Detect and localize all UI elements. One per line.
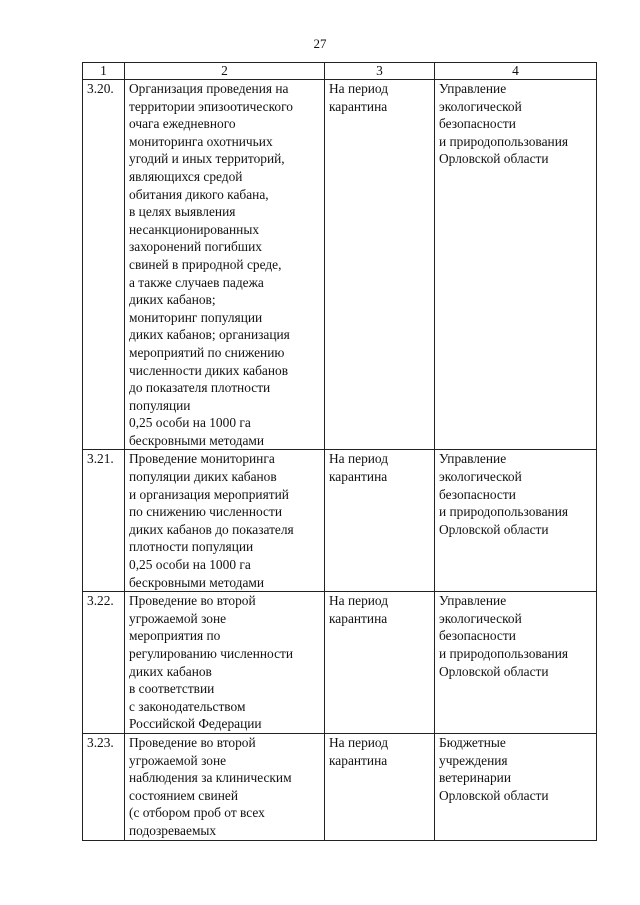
responsible-cell-line: Орловской области: [439, 151, 549, 167]
column-header-4: 4: [435, 63, 597, 80]
measure-cell: [125, 450, 325, 592]
measure-cell-line: наблюдения за клиническим: [129, 770, 292, 786]
measure-cell-line: с законодательством: [129, 698, 246, 714]
measure-cell-line: мероприятий по снижению: [129, 344, 285, 360]
measure-cell-line: диких кабанов;: [129, 292, 216, 308]
row-number: 3.23.: [83, 733, 125, 840]
measure-cell-line: диких кабанов; организация: [129, 327, 290, 343]
period-cell: [325, 733, 435, 840]
measure-cell-line: угрожаемой зоне: [129, 752, 227, 768]
measure-cell-line: несанкционированных: [129, 221, 260, 237]
responsible-cell-line: Бюджетные: [439, 734, 506, 750]
column-header-3: 3: [325, 63, 435, 80]
measure-cell-line: диких кабанов: [129, 663, 212, 679]
responsible-cell-line: безопасности: [439, 116, 516, 132]
measure-cell-line: очага ежедневного: [129, 116, 236, 132]
responsible-cell-line: безопасности: [439, 486, 516, 502]
measure-cell-line: популяции: [129, 397, 191, 413]
responsible-cell: [435, 80, 597, 450]
measure-cell-line: мониторинга охотничьих: [129, 133, 273, 149]
measure-cell-line: и организация мероприятий: [129, 486, 289, 502]
measure-cell-line: Проведение во второй: [129, 734, 256, 750]
responsible-cell-line: безопасности: [439, 628, 516, 644]
measure-cell-line: территории эпизоотического: [129, 98, 293, 114]
measure-cell-line: угодий и иных территорий,: [129, 151, 285, 167]
measure-cell-line: захоронений погибших: [129, 239, 262, 255]
responsible-cell-line: экологической: [439, 469, 522, 485]
period-cell-line: На период: [329, 593, 389, 609]
responsible-cell-line: и природопользования: [439, 646, 569, 661]
responsible-cell-line: и природопользования: [439, 504, 569, 520]
table-row: [83, 450, 597, 592]
period-cell-line: На период: [329, 451, 389, 467]
responsible-cell-line: ветеринарии: [439, 770, 511, 786]
measures-table: [82, 62, 597, 841]
measure-cell-line: мониторинг популяции: [129, 309, 263, 325]
responsible-cell: [435, 450, 597, 592]
responsible-cell-line: учреждения: [439, 752, 508, 768]
responsible-cell-line: Управление: [439, 451, 507, 467]
row-number: 3.21.: [83, 450, 125, 592]
measure-cell-line: регулированию численности: [129, 646, 294, 661]
page-number: 27: [313, 36, 327, 51]
measure-cell-line: плотности популяции: [129, 539, 254, 555]
period-cell-line: карантина: [329, 752, 388, 768]
measure-cell-line: численности диких кабанов: [129, 362, 289, 378]
responsible-cell-line: экологической: [439, 610, 522, 626]
period-cell: [325, 592, 435, 734]
measure-cell-line: а также случаев падежа: [129, 274, 264, 290]
measure-cell-line: Проведение мониторинга: [129, 451, 275, 467]
measure-cell: [125, 733, 325, 840]
measure-cell-line: Российской Федерации: [129, 716, 262, 732]
measure-cell-line: 0,25 особи на 1000 га: [129, 557, 251, 573]
row-number: 3.20.: [83, 80, 125, 450]
measure-cell-line: свиней в природной среде,: [129, 256, 282, 272]
responsible-cell-line: Управление: [439, 81, 507, 96]
responsible-cell: [435, 592, 597, 734]
measure-cell-line: в целях выявления: [129, 204, 236, 220]
measure-cell-line: до показателя плотности: [129, 380, 271, 396]
table-header: [83, 63, 597, 80]
period-cell: [325, 450, 435, 592]
responsible-cell-line: Орловской области: [439, 663, 549, 679]
measure-cell-line: обитания дикого кабана,: [129, 186, 269, 202]
period-cell-line: карантина: [329, 98, 388, 114]
period-cell-line: карантина: [329, 610, 388, 626]
measure-cell-line: в соответствии: [129, 681, 215, 697]
period-cell-line: карантина: [329, 469, 388, 485]
measure-cell-line: диких кабанов до показателя: [129, 521, 294, 537]
period-cell-line: На период: [329, 734, 389, 750]
column-header-1: 1: [83, 63, 125, 80]
measure-cell-line: (с отбором проб от всех: [129, 805, 265, 821]
period-cell: [325, 80, 435, 450]
measure-cell-line: бескровными методами: [129, 432, 265, 448]
responsible-cell-line: экологической: [439, 98, 522, 114]
measure-cell-line: Проведение во второй: [129, 593, 256, 609]
period-cell-line: На период: [329, 81, 389, 96]
responsible-cell-line: и природопользования: [439, 133, 569, 149]
measure-cell: [125, 80, 325, 450]
measure-cell-line: состоянием свиней: [129, 787, 238, 803]
measure-cell-line: являющихся средой: [129, 168, 243, 184]
table-row: [83, 733, 597, 840]
responsible-cell-line: Управление: [439, 593, 507, 609]
column-header-2: 2: [125, 63, 325, 80]
measure-cell-line: подозреваемых: [129, 822, 217, 838]
table-row: [83, 80, 597, 450]
table-row: [83, 592, 597, 734]
responsible-cell-line: Орловской области: [439, 787, 549, 803]
measure-cell-line: угрожаемой зоне: [129, 610, 227, 626]
row-number: 3.22.: [83, 592, 125, 734]
measure-cell-line: Организация проведения на: [129, 81, 289, 96]
responsible-cell-line: Орловской области: [439, 521, 549, 537]
measure-cell-line: мероприятия по: [129, 628, 221, 644]
measure-cell-line: популяции диких кабанов: [129, 469, 277, 485]
measure-cell-line: 0,25 особи на 1000 га: [129, 415, 251, 431]
measure-cell-line: по снижению численности: [129, 504, 282, 520]
responsible-cell: [435, 733, 597, 840]
measure-cell-line: бескровными методами: [129, 574, 265, 590]
measure-cell: [125, 592, 325, 734]
